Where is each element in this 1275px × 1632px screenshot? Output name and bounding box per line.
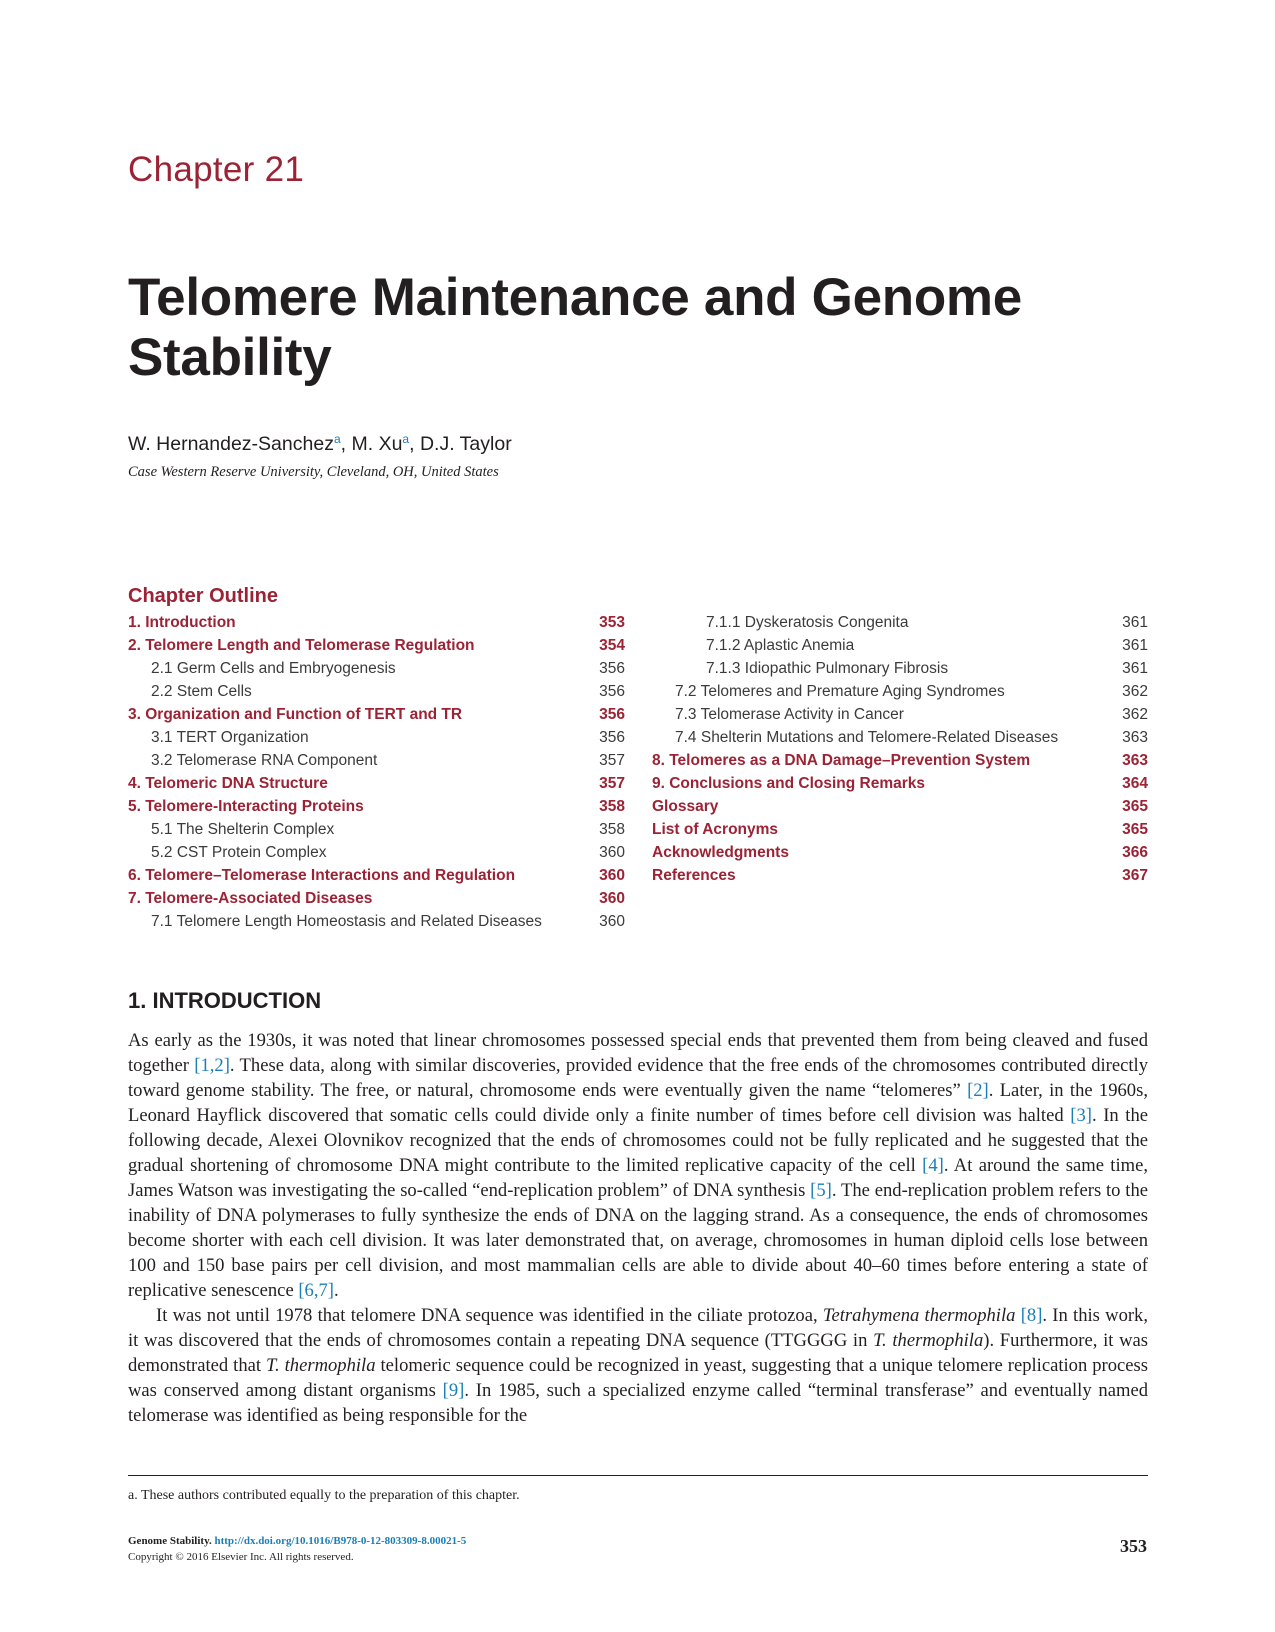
outline-entry-title: 7.1.1 Dyskeratosis Congenita	[706, 614, 909, 631]
outline-entry[interactable]	[652, 703, 1148, 726]
outline-entry[interactable]	[128, 910, 625, 933]
outline-entry[interactable]	[128, 795, 625, 818]
text-run: It was not until 1978 that telomere DNA sequence was identified in the ciliate protozoa,	[156, 1305, 823, 1326]
outline-entry[interactable]	[652, 818, 1148, 841]
author-name: D.J. Taylor	[419, 433, 512, 455]
author-name: W. Hernandez-Sanchez	[128, 433, 334, 455]
outline-entry-page: 360	[599, 890, 625, 907]
citation-link[interactable]: [5]	[810, 1180, 832, 1201]
outline-entry[interactable]	[128, 657, 625, 680]
outline-entry[interactable]	[652, 726, 1148, 749]
outline-entry-page: 360	[599, 867, 625, 884]
outline-entry[interactable]	[128, 680, 625, 703]
outline-entry-page: 358	[599, 798, 625, 815]
outline-entry[interactable]	[652, 634, 1148, 657]
outline-entry-title: 9. Conclusions and Closing Remarks	[652, 775, 926, 792]
outline-entry-page: 360	[599, 913, 625, 930]
footnote-divider	[128, 1475, 1148, 1476]
outline-entry-title: List of Acronyms	[652, 821, 779, 838]
book-citation-line	[128, 1535, 466, 1547]
outline-entry-page: 364	[1122, 775, 1148, 792]
outline-entry[interactable]	[652, 864, 1148, 887]
introduction-body	[128, 1028, 1148, 1428]
italic-text: T. thermophila	[266, 1355, 376, 1376]
outline-entry-page: 362	[1122, 683, 1148, 700]
outline-entry[interactable]	[652, 749, 1148, 772]
text-run: . In 1985, such a specialized enzyme called “terminal transferase” and eventually named telomerase was identified as being responsible for the	[128, 1380, 1148, 1426]
author-footnote-mark[interactable]: a	[333, 432, 341, 446]
outline-entry-title: 7. Telomere-Associated Diseases	[128, 890, 373, 907]
outline-entry-title: 1. Introduction	[128, 614, 236, 631]
outline-entry[interactable]	[128, 726, 625, 749]
outline-entry-page: 363	[1122, 752, 1148, 769]
outline-entry-page: 357	[599, 775, 625, 792]
italic-text: T. thermophila	[873, 1330, 984, 1351]
outline-entry-title: References	[652, 867, 736, 884]
outline-entry-page: 356	[599, 706, 625, 723]
outline-entry-page: 361	[1122, 637, 1148, 654]
citation-link[interactable]: [2]	[967, 1080, 989, 1101]
citation-link[interactable]: [8]	[1020, 1305, 1043, 1326]
outline-entry[interactable]	[652, 772, 1148, 795]
outline-entry-page: 361	[1122, 660, 1148, 677]
outline-entry-title: 7.4 Shelterin Mutations and Telomere-Related Diseases	[675, 729, 1059, 746]
text-run: telomeric sequence could be recognized in yeast, suggesting that a unique telomere replication process was conserved among distant organisms	[128, 1355, 1148, 1401]
outline-entry[interactable]	[128, 864, 625, 887]
text-run: . These data, along with similar discoveries, provided evidence that the free ends of the chromosomes contributed directly toward genome stability. The free, or natural, chromosome ends were eventually given the name “telomeres”	[128, 1055, 1148, 1101]
outline-entry[interactable]	[128, 772, 625, 795]
citation-link[interactable]: [6,7]	[298, 1280, 334, 1301]
outline-entry[interactable]	[128, 749, 625, 772]
outline-entry-title: 5.1 The Shelterin Complex	[151, 821, 335, 838]
outline-entry-page: 362	[1122, 706, 1148, 723]
outline-entry[interactable]	[652, 841, 1148, 864]
chapter-outline-heading: Chapter Outline	[128, 585, 279, 607]
book-name: Genome Stability.	[128, 1535, 212, 1547]
outline-entry[interactable]	[652, 657, 1148, 680]
chapter-outline-left-column	[128, 611, 625, 933]
outline-entry[interactable]	[128, 611, 625, 634]
outline-entry-title: 5.2 CST Protein Complex	[151, 844, 327, 861]
chapter-title: Telomere Maintenance and Genome Stability	[128, 268, 1022, 387]
outline-entry-page: 360	[599, 844, 625, 861]
chapter-label: Chapter 21	[128, 150, 305, 189]
outline-entry-title: 8. Telomeres as a DNA Damage–Prevention System	[652, 752, 1031, 769]
outline-entry-title: 7.1.2 Aplastic Anemia	[706, 637, 855, 654]
outline-entry-title: 3.2 Telomerase RNA Component	[151, 752, 378, 769]
footnote: a. These authors contributed equally to the preparation of this chapter.	[128, 1488, 520, 1503]
outline-entry[interactable]	[128, 887, 625, 910]
outline-entry-title: 2.2 Stem Cells	[151, 683, 252, 700]
outline-entry-title: 6. Telomere–Telomerase Interactions and Regulation	[128, 867, 516, 884]
doi-link[interactable]: http://dx.doi.org/10.1016/B978-0-12-803309-8.00021-5	[214, 1535, 467, 1547]
outline-entry-page: 356	[599, 660, 625, 677]
citation-link[interactable]: [3]	[1070, 1105, 1092, 1126]
outline-entry-page: 354	[599, 637, 625, 654]
outline-entry-title: 3. Organization and Function of TERT and TR	[128, 706, 463, 723]
outline-entry-title: Glossary	[652, 798, 719, 815]
outline-entry-title: 7.2 Telomeres and Premature Aging Syndromes	[675, 683, 1005, 700]
text-run: . The end-replication problem refers to the inability of DNA polymerases to fully synthesize the ends of DNA on the lagging strand. As a consequence, the ends of chromosomes become shorter with each cell division. It was later demonstrated that, on average, chromosomes in human diploid cells lose between 100 and 150 base pairs per cell division, and most mammalian cells are able to divide about 40–60 times before entering a state of replicative senescence	[128, 1180, 1148, 1301]
copyright-notice: Copyright © 2016 Elsevier Inc. All rights reserved.	[128, 1551, 354, 1563]
body-paragraph	[128, 1028, 1148, 1303]
citation-link[interactable]: [4]	[922, 1155, 944, 1176]
outline-entry-page: 365	[1122, 821, 1148, 838]
body-paragraph	[128, 1303, 1148, 1428]
citation-link[interactable]: [1,2]	[194, 1055, 230, 1076]
outline-entry-title: 7.3 Telomerase Activity in Cancer	[675, 706, 904, 723]
outline-entry[interactable]	[128, 818, 625, 841]
outline-entry-page: 367	[1122, 867, 1148, 884]
outline-entry-page: 363	[1122, 729, 1148, 746]
introduction-heading: 1. INTRODUCTION	[128, 988, 322, 1013]
citation-link[interactable]: [9]	[442, 1380, 465, 1401]
outline-entry[interactable]	[128, 703, 625, 726]
outline-entry-page: 356	[599, 729, 625, 746]
outline-entry-page: 357	[599, 752, 625, 769]
author-footnote-mark[interactable]: a	[402, 432, 410, 446]
text-run: . Later, in the 1960s, Leonard Hayflick discovered that somatic cells could divide only a finite number of times before cell division was halted	[128, 1080, 1148, 1126]
author-affiliation: Case Western Reserve University, Cleveland, OH, United States	[128, 464, 499, 480]
outline-entry-title: Acknowledgments	[652, 844, 789, 861]
outline-entry-title: 2. Telomere Length and Telomerase Regulation	[128, 637, 475, 654]
author-list: W. Hernandez-Sanchez$^a$, M. Xu$^a$, D.J. Taylor	[128, 432, 512, 455]
outline-entry[interactable]	[652, 795, 1148, 818]
text-run: . At around the same time, James Watson was investigating the so-called “end-replication problem” of DNA synthesis	[128, 1155, 1148, 1201]
outline-entry[interactable]	[652, 680, 1148, 703]
outline-entry-page: 365	[1122, 798, 1148, 815]
text-run: . In the following decade, Alexei Olovnikov recognized that the ends of chromosomes could not be fully replicated and he suggested that the gradual shortening of chromosome DNA might contribute to the limited replicative capacity of the cell	[128, 1105, 1148, 1176]
italic-text: Tetrahymena thermophila	[822, 1305, 1016, 1326]
outline-entry-title: 5. Telomere-Interacting Proteins	[128, 798, 364, 815]
outline-entry[interactable]	[652, 611, 1148, 634]
text-run: As early as the 1930s, it was noted that linear chromosomes possessed special ends that prevented them from being cleaved and fused together	[128, 1030, 1148, 1076]
text-run: ). Furthermore, it was demonstrated that	[128, 1330, 1149, 1376]
outline-entry-title: 7.1 Telomere Length Homeostasis and Related Diseases	[151, 913, 542, 930]
outline-entry[interactable]	[128, 634, 625, 657]
outline-entry[interactable]	[128, 841, 625, 864]
outline-entry-title: 3.1 TERT Organization	[151, 729, 309, 746]
text-run: .	[333, 1280, 339, 1301]
outline-entry-page: 353	[599, 614, 625, 631]
outline-entry-title: 2.1 Germ Cells and Embryogenesis	[151, 660, 396, 677]
text-run: . In this work, it was discovered that the ends of chromosomes contain a repeating DNA sequence (TTGGGG in	[128, 1305, 1149, 1351]
outline-entry-title: 7.1.3 Idiopathic Pulmonary Fibrosis	[706, 660, 949, 677]
outline-entry-title: 4. Telomeric DNA Structure	[128, 775, 328, 792]
outline-entry-page: 361	[1122, 614, 1148, 631]
outline-entry-page: 358	[599, 821, 625, 838]
outline-entry-page: 356	[599, 683, 625, 700]
outline-entry-page: 366	[1122, 844, 1148, 861]
author-name: M. Xu	[351, 433, 403, 455]
page-number: 353	[1120, 1536, 1147, 1556]
chapter-outline-right-column	[652, 611, 1148, 887]
